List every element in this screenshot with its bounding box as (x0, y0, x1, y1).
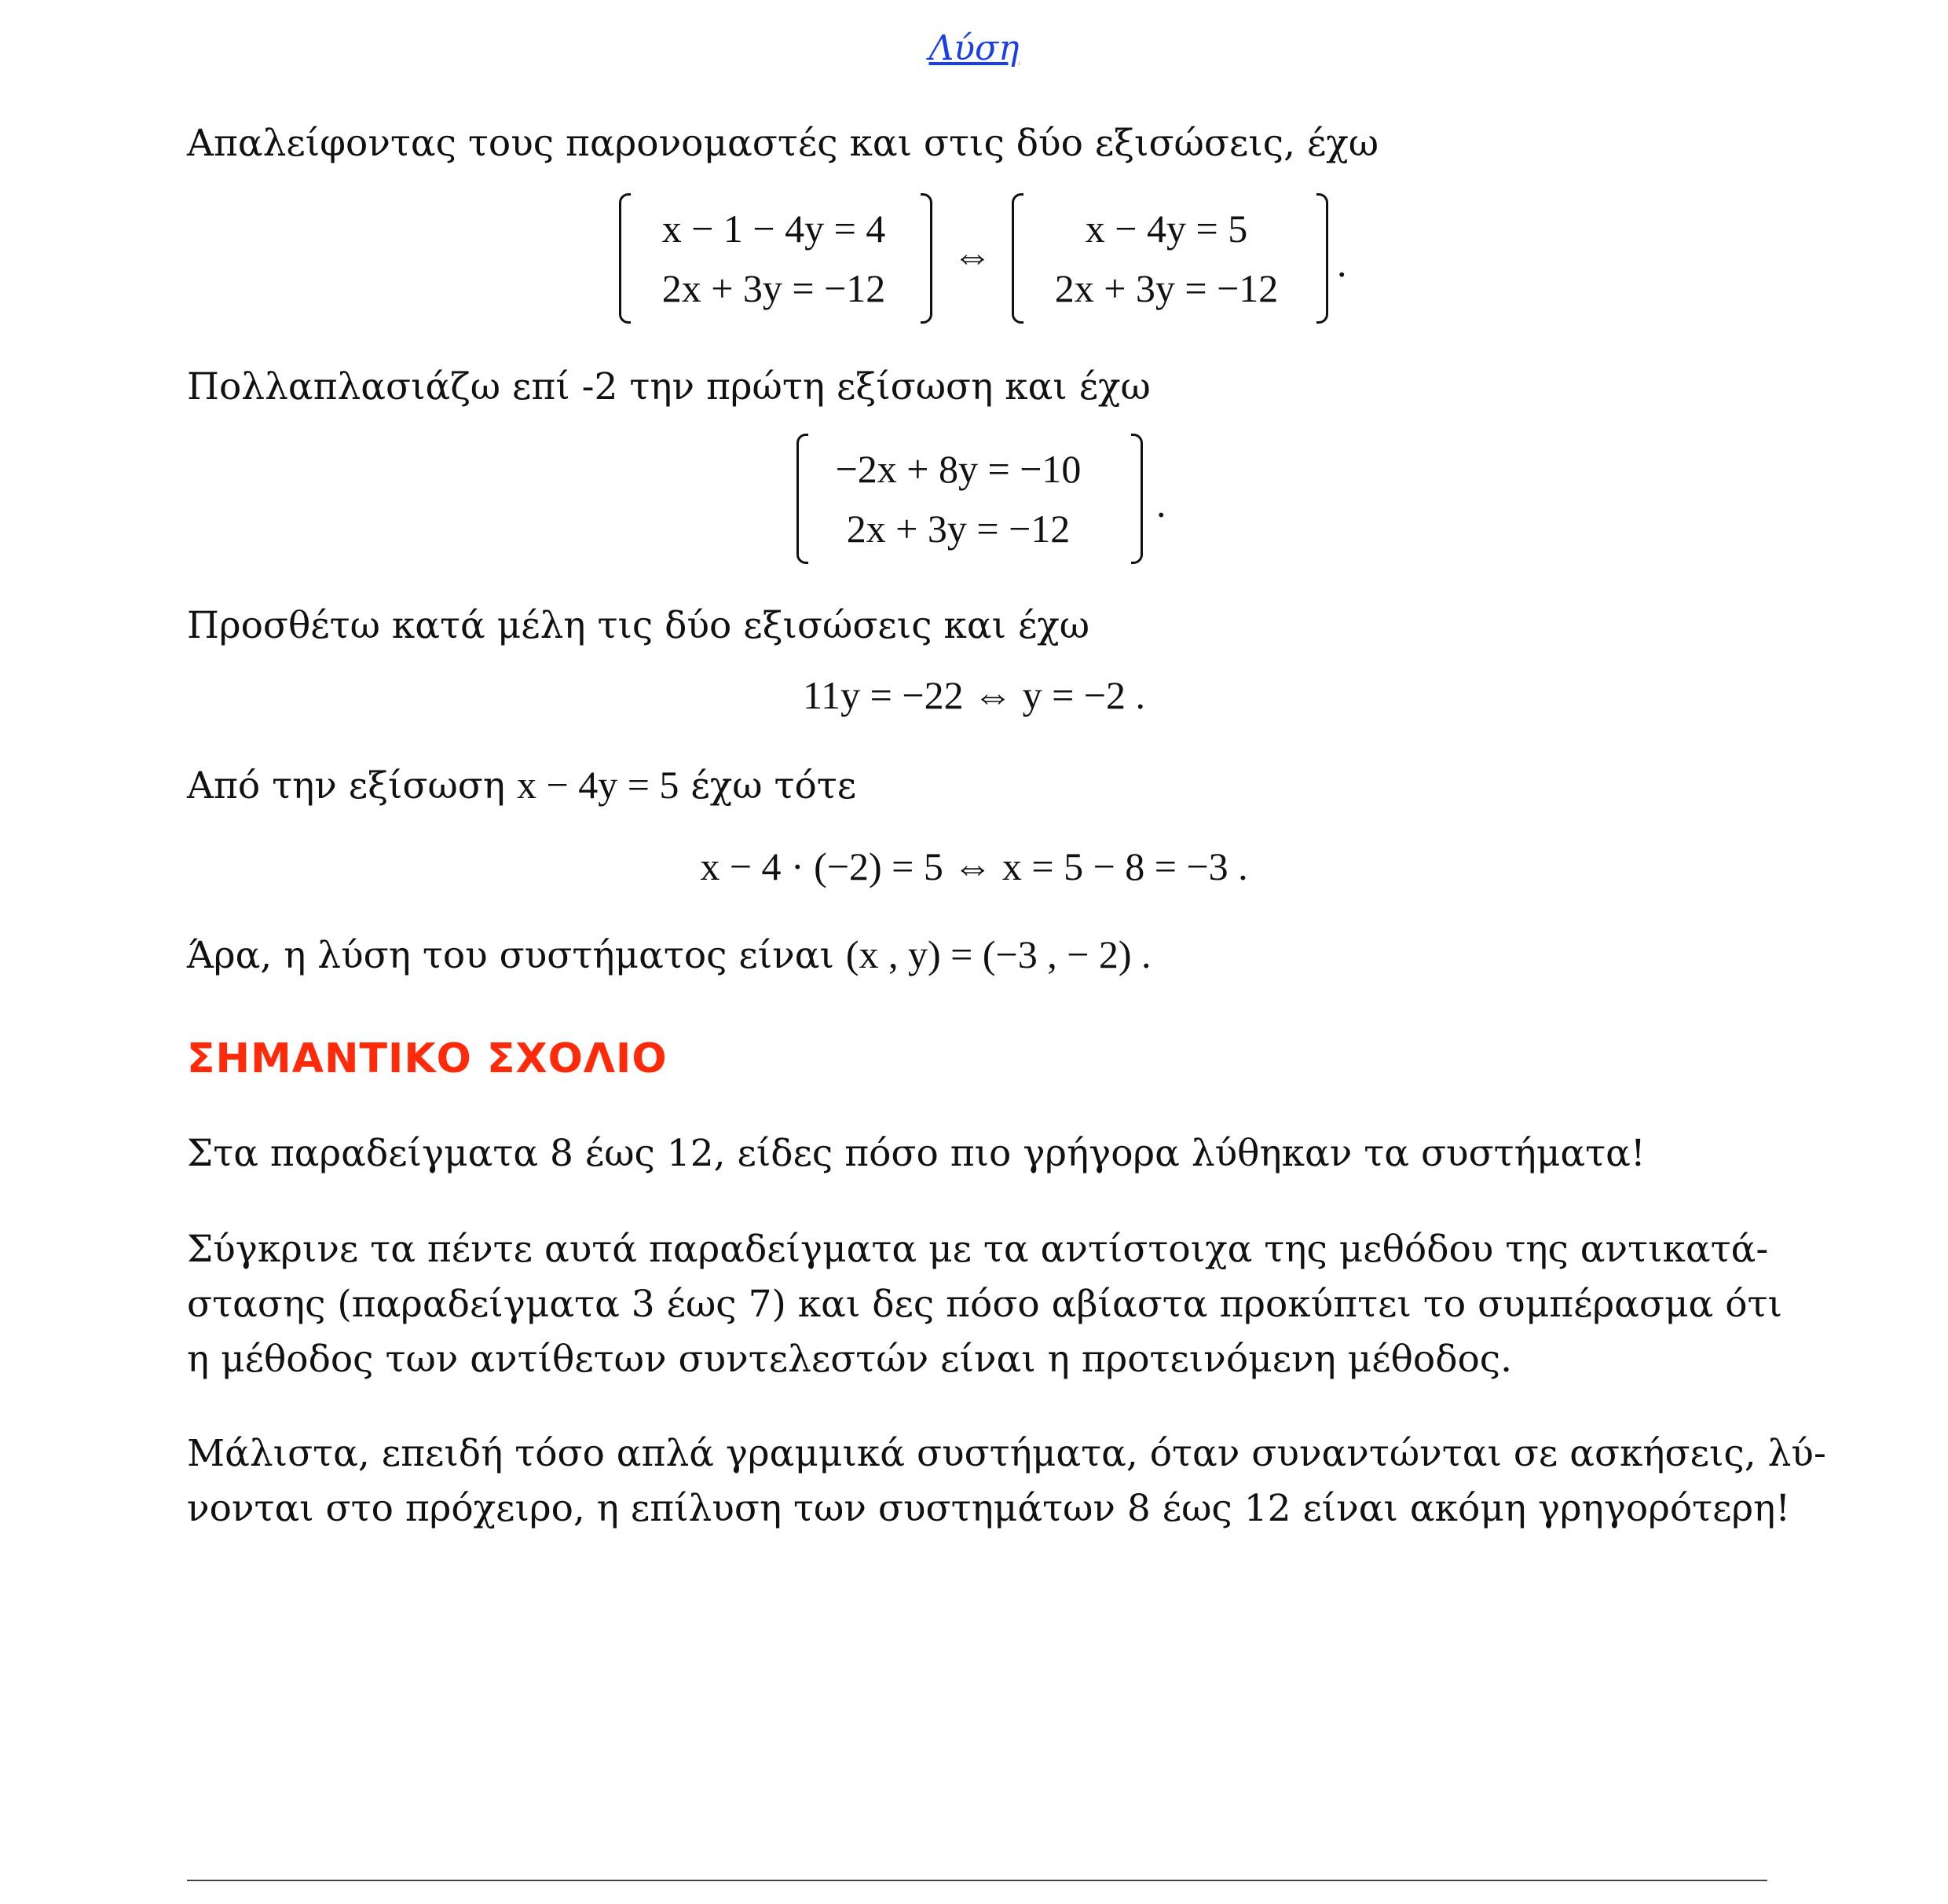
comment-paragraph-1: Στα παραδείγματα 8 έως 12, είδες πόσο πιο γρήγορα λύθηκαν τα συστήματα! (187, 1132, 1646, 1175)
system-c-line-1: −2x + 8y = −10 (835, 447, 1082, 491)
important-comment-heading: ΣΗΜΑΝΤΙΚΟ ΣΧΟΛΙΟ (187, 1035, 668, 1082)
system-b-line-2: 2x + 3y = −12 (1054, 266, 1279, 310)
step-text-2: Πολλαπλασιάζω επί -2 την πρώτη εξίσωση και έχω (187, 365, 1151, 408)
equation-y: 11y = −22 ⇔ y = −2 . (803, 673, 1145, 717)
system-a-line-1: x − 1 − 4y = 4 (661, 207, 886, 251)
footer-divider (187, 1880, 1767, 1881)
solution-title-link[interactable]: Λύση (928, 28, 1020, 68)
step-text-4 (187, 757, 856, 814)
inline-equation: x − 4y = 5 (517, 763, 679, 807)
left-brace (619, 193, 631, 324)
comment-paragraph-2-line-2: στασης (παραδείγματα 3 έως 7) και δες πόσο αβίαστα προκύπτει το συμπέρασμα ότι (187, 1283, 1782, 1326)
solution-pair: (x , y) = (−3 , − 2) . (845, 932, 1152, 976)
right-brace (1316, 193, 1328, 324)
comment-paragraph-3-line-2: νονται στο πρόχειρο, η επίλυση των συστημάτων 8 έως 12 είναι ακόμη γρηγορότερη! (187, 1487, 1791, 1530)
right-brace (1131, 434, 1143, 564)
step-text-5 (187, 927, 1152, 983)
period: . (1337, 241, 1347, 285)
comment-paragraph-2-line-3: η μέθοδος των αντίθετων συντελεστών είναι η προτεινόμενη μέθοδος. (187, 1338, 1513, 1381)
right-brace (921, 193, 932, 324)
system-a-line-2: 2x + 3y = −12 (661, 266, 886, 310)
step-text-1: Απαλείφοντας τους παρονομαστές και στις δύο εξισώσεις, έχω (187, 122, 1379, 165)
comment-paragraph-3-line-1: Μάλιστα, επειδή τόσο απλά γραμμικά συστήματα, όταν συναντώνται σε ασκήσεις, λύ- (187, 1432, 1826, 1475)
period: . (1156, 481, 1166, 525)
system-c-line-2: 2x + 3y = −12 (846, 507, 1071, 551)
left-brace (1012, 193, 1023, 324)
equivalence-symbol: ⇔ (953, 233, 992, 277)
step-text-3: Προσθέτω κατά μέλη τις δύο εξισώσεις και έχω (187, 604, 1090, 647)
conclusion-text: Άρα, η λύση του συστήματος είναι (187, 934, 834, 977)
equation-x: x − 4 · (−2) = 5 ⇔ x = 5 − 8 = −3 . (700, 844, 1248, 888)
step-text-4-before: Από την εξίσωση (187, 764, 506, 807)
left-brace (796, 434, 808, 564)
step-text-4-after: έχω τότε (690, 764, 857, 807)
system-b-line-1: x − 4y = 5 (1085, 207, 1248, 251)
comment-paragraph-2-line-1: Σύγκρινε τα πέντε αυτά παραδείγματα με τα αντίστοιχα της μεθόδου της αντικατά- (187, 1228, 1769, 1271)
